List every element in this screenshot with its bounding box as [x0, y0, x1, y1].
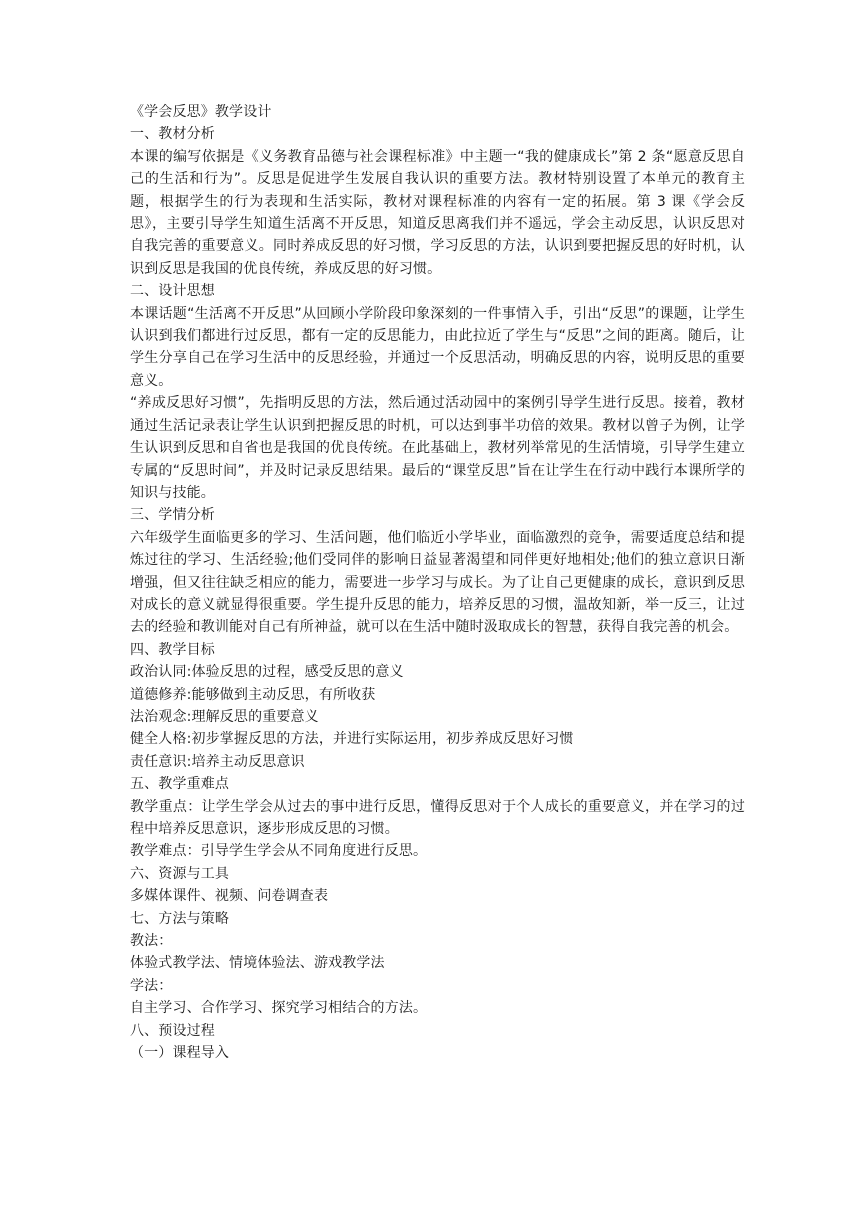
goal-item: 健全人格:初步掌握反思的方法，并进行实际运用，初步养成反思好习惯: [130, 731, 574, 748]
section-heading: 三、学情分析: [130, 507, 215, 524]
paragraph: 自主学习、合作学习、探究学习相结合的方法。: [130, 1000, 428, 1017]
section-heading: 一、教材分析: [130, 126, 215, 143]
paragraph: 多媒体课件、视频、问卷调查表: [130, 888, 329, 905]
paragraph: 体验式教学法、情境体验法、游戏教学法: [130, 955, 385, 972]
section-key-points: [130, 773, 745, 863]
section-heading: 五、教学重难点: [130, 776, 230, 793]
section-teaching-goals: [130, 639, 745, 773]
section-student-analysis: [130, 504, 745, 638]
goal-item: 法治观念:理解反思的重要意义: [130, 708, 319, 725]
paragraph: 本课话题“生活离不开反思”从回顾小学阶段印象深刻的一件事情入手，引出“反思”的课题，让学生认识到我们都进行过反思，都有一定的反思能力，由此拉近了学生与“反思”之间的距离。随后，让学生分享自己在学习生活中的反思经验，并通过一个反思活动，明确反思的内容，说明反思的重要意义。: [130, 305, 745, 389]
paragraph: 本课的编写依据是《义务教育品德与社会课程标准》中主题一“我的健康成长”第 2 条“愿意反思自己的生活和行为”。反思是促进学生发展自我认识的重要方法。教材特别设置了本单元的教育主题，根据学生的行为表现和生活实际，教材对课程标准的内容有一定的拓展。第 3 课《学会反思》，主要引导学生知道生活离不开反思，知道反思离我们并不遥远，学会主动反思，认识反思对自我完善的重要意义。同时养成反思的好习惯，学习反思的方法，认识到要把握反思的好时机，认识到反思是我国的优良传统，养成反思的好习惯。: [130, 148, 745, 277]
section-design-idea: [130, 280, 745, 504]
document-title: 《学会反思》教学设计: [130, 104, 272, 120]
paragraph: （一）课程导入: [130, 1045, 230, 1062]
goal-item: 道德修养:能够做到主动反思，有所收获: [130, 686, 376, 703]
goal-item: 责任意识:培养主动反思意识: [130, 753, 305, 770]
section-heading: 八、预设过程: [130, 1022, 215, 1039]
paragraph: 教学重点：让学生学会从过去的事中进行反思，懂得反思对于个人成长的重要意义，并在学习的过程中培养反思意识，逐步形成反思的习惯。: [130, 798, 745, 837]
section-heading: 二、设计思想: [130, 283, 215, 300]
section-process: [130, 1020, 745, 1065]
paragraph: 六年级学生面临更多的学习、生活问题，他们临近小学毕业，面临激烈的竞争，需要适度总结和提炼过往的学习、生活经验;他们受同伴的影响日益显著渴望和同伴更好地相处;他们的独立意识日渐增强，但又往往缺乏相应的能力，需要进一步学习与成长。为了让自己更健康的成长，意识到反思对成长的意义就显得很重要。学生提升反思的能力，培养反思的习惯，温故知新，举一反三，让过去的经验和教训能对自己有所神益，就可以在生活中随时汲取成长的智慧，获得自我完善的机会。: [130, 529, 745, 636]
section-heading: 七、方法与策略: [130, 910, 230, 927]
paragraph: “养成反思好习惯”，先指明反思的方法，然后通过活动园中的案例引导学生进行反思。接着，教材通过生活记录表让学生认识到把握反思的时机，可以达到事半功倍的效果。教材以曾子为例，让学生认识到反思和自省也是我国的优良传统。在此基础上，教材列举常见的生活情境，引导学生建立专属的“反思时间”，并及时记录反思结果。最后的“课堂反思”旨在让学生在行动中践行本课所学的知识与技能。: [130, 395, 745, 501]
paragraph: 学法：: [130, 977, 173, 994]
paragraph: 教学难点：引导学生学会从不同角度进行反思。: [130, 843, 428, 860]
goal-item: 政治认同:体验反思的过程，感受反思的意义: [130, 664, 404, 681]
document-body: [130, 101, 745, 1064]
section-resources: [130, 863, 745, 908]
section-textbook-analysis: [130, 123, 745, 280]
paragraph: 教法：: [130, 933, 173, 950]
section-methods: [130, 908, 745, 1020]
section-heading: 六、资源与工具: [130, 865, 230, 882]
section-heading: 四、教学目标: [130, 641, 215, 658]
